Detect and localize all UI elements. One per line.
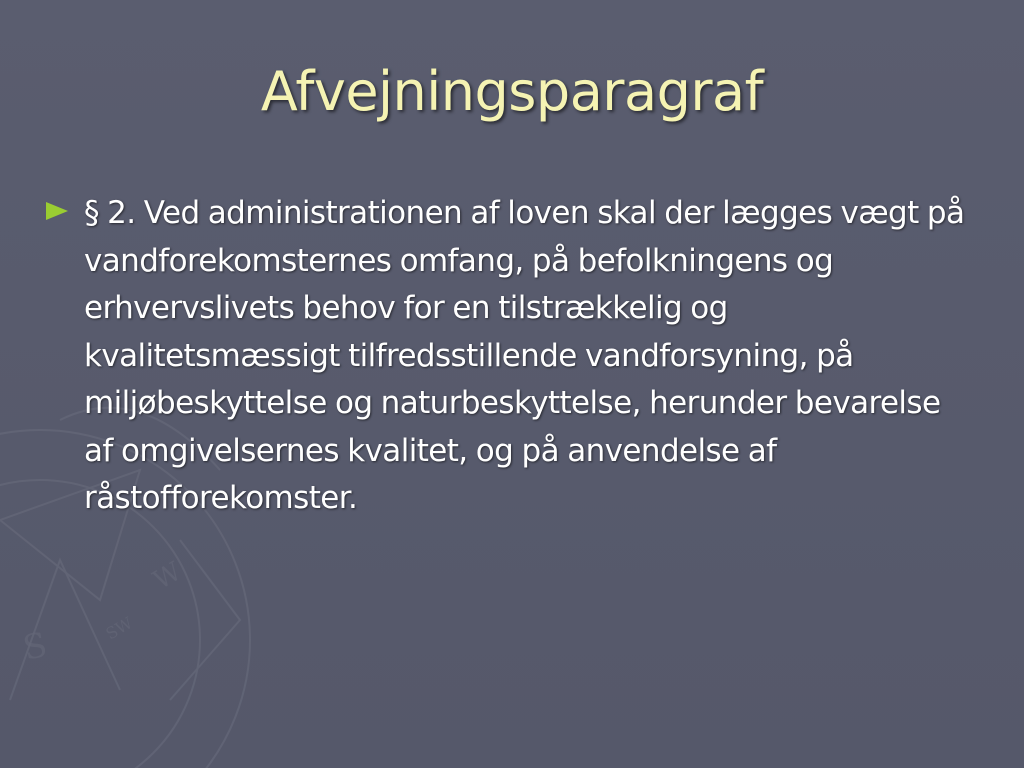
slide-title: Afvejningsparagraf: [260, 60, 764, 123]
svg-text:SW: SW: [102, 613, 136, 644]
bullet-text: § 2. Ved administrationen af loven skal der lægges vægt på vandforekomsternes omfang, på befolkningens og erhvervslivets behov for en tilstrækkelig og kvalitetsmæssigt tilfredsstillende vandforsyning, på miljøbeskyttelse og naturbeskyttelse, herunder bevarelse af omgivelsernes kvalitet, og på anvendelse af råstofforekomster.: [84, 195, 965, 516]
svg-text:W: W: [148, 556, 187, 597]
triangle-bullet-icon: [44, 200, 70, 222]
svg-text:S: S: [19, 624, 51, 669]
